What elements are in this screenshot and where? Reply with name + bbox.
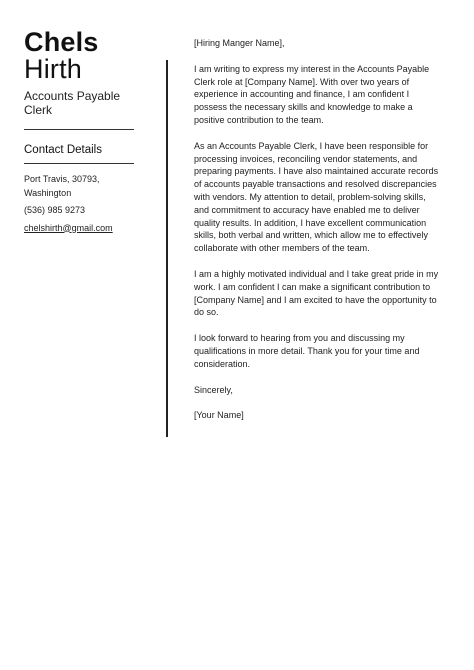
letter-closing: Sincerely,: [194, 384, 233, 395]
contact-address: Port Travis, 30793, Washington: [24, 174, 100, 198]
letter-signature: [Your Name]: [194, 410, 244, 421]
last-name: Hirth: [24, 54, 83, 84]
job-title: Accounts Payable Clerk: [24, 89, 121, 117]
letter-paragraph-3: I am a highly motivated individual and I take great pride in my work. I am confident I can make a significant contribution to [Company Name] and I am excited to have the opportunity to do so.: [194, 268, 439, 318]
letter-paragraph-2: As an Accounts Payable Clerk, I have been responsible for processing invoices, reconciling vendor statements, and preparing payments. I have also maintained accurate records of accounts payable transactions and resolved discrepancies with vendors. My attention to detail, problem-solving skills, and commitment to accuracy have enabled me to deliver quality results. In addition, I have excellent communication skills, both verbal and written, which allow me to effectively collaborate with other members of the team.: [194, 140, 439, 254]
letter-paragraph-4: I look forward to hearing from you and discussing my qualifications in more detail. Thank you for your time and consideration.: [194, 333, 420, 369]
contact-heading: Contact Details: [24, 144, 102, 156]
sidebar: [24, 28, 136, 235]
vertical-divider: [166, 60, 168, 437]
contact-details: [24, 173, 136, 235]
first-name: Chels: [24, 27, 99, 57]
letter-paragraph-1: I am writing to express my interest in the Accounts Payable Clerk role at [Company Name]. With over two years of experience in accounting and finance, I am confident I possess the necessary skills and knowledge to make a positive contribution to the team.: [194, 63, 430, 125]
title-divider: [24, 129, 134, 130]
contact-email-link[interactable]: chelshirth@gmail.com: [24, 222, 113, 233]
contact-phone: (536) 985 9273: [24, 205, 86, 215]
contact-divider: [24, 163, 134, 164]
cover-letter-body: [194, 37, 442, 435]
letter-salutation: [Hiring Manger Name],: [194, 38, 285, 48]
